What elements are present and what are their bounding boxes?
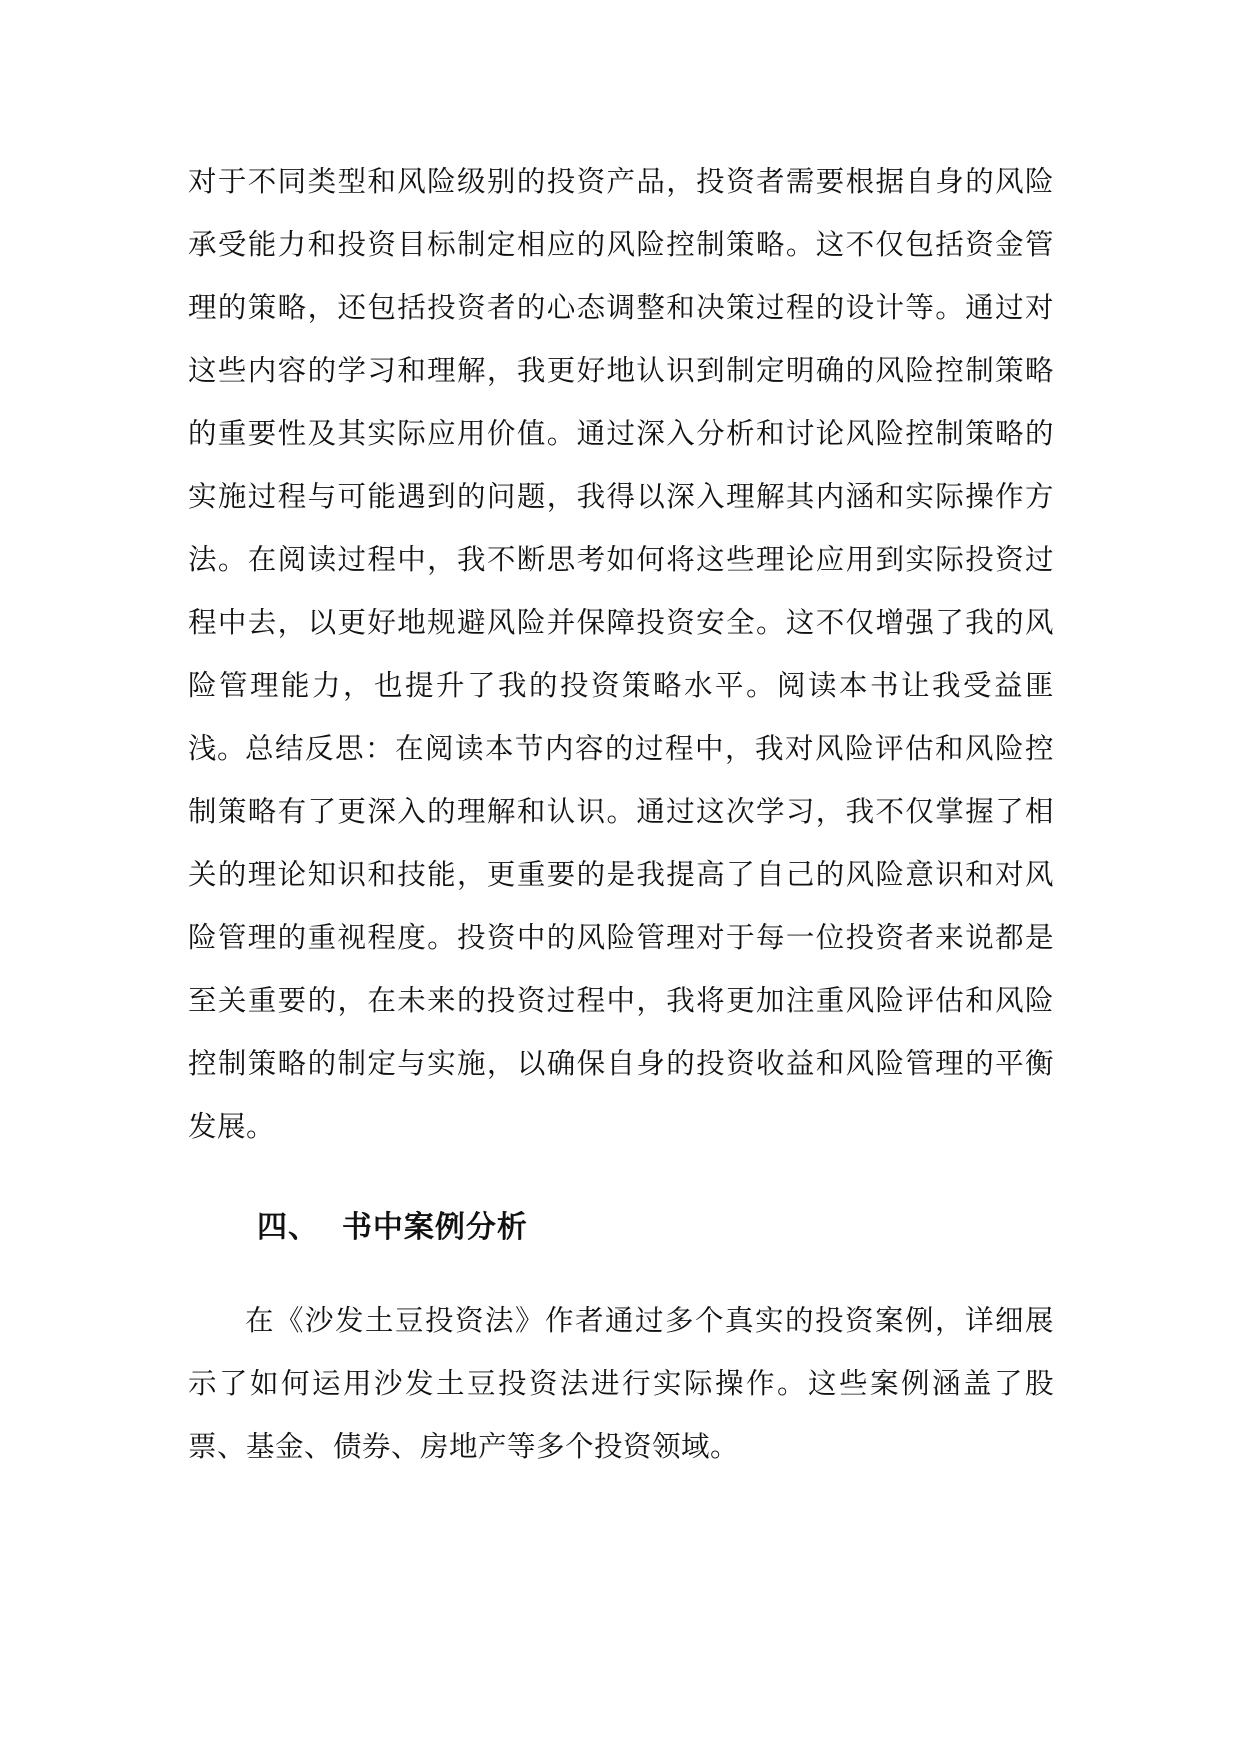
- section-heading: 四、 书中案例分析: [257, 1210, 528, 1245]
- paragraph-case-analysis: 在《沙发土豆投资法》作者通过多个真实的投资案例，详细展示了如何运用沙发土豆投资法进行实际操作。这些案例涵盖了股票、基金、债券、房地产等多个投资领域。: [188, 1304, 1054, 1463]
- paragraph-summary-reflection: 总结反思：在阅读本节内容的过程中，我对风险评估和风险控制策略有了更深入的理解和认识。通过这次学习，我不仅掌握了相关的理论知识和技能，更重要的是我提高了自己的风险意识和对风险管理的重视程度。投资中的风险管理对于每一位投资者来说都是至关重要的，在未来的投资过程中，我将更加注重风险评估和风险控制策略的制定与实施，以确保自身的投资收益和风险管理的平衡发展。: [188, 732, 1054, 1143]
- document-body: [188, 150, 1054, 1478]
- paragraph-risk-control-strategy: 对于不同类型和风险级别的投资产品，投资者需要根据自身的风险承受能力和投资目标制定相应的风险控制策略。这不仅包括资金管理的策略，还包括投资者的心态调整和决策过程的设计等。通过对这些内容的学习和理解，我更好地认识到制定明确的风险控制策略的重要性及其实际应用价值。通过深入分析和讨论风险控制策略的实施过程与可能遇到的问题，我得以深入理解其内涵和实际操作方法。在阅读过程中，我不断思考如何将这些理论应用到实际投资过程中去，以更好地规避风险并保障投资安全。这不仅增强了我的风险管理能力，也提升了我的投资策略水平。阅读本书让我受益匪浅。: [188, 165, 1054, 765]
